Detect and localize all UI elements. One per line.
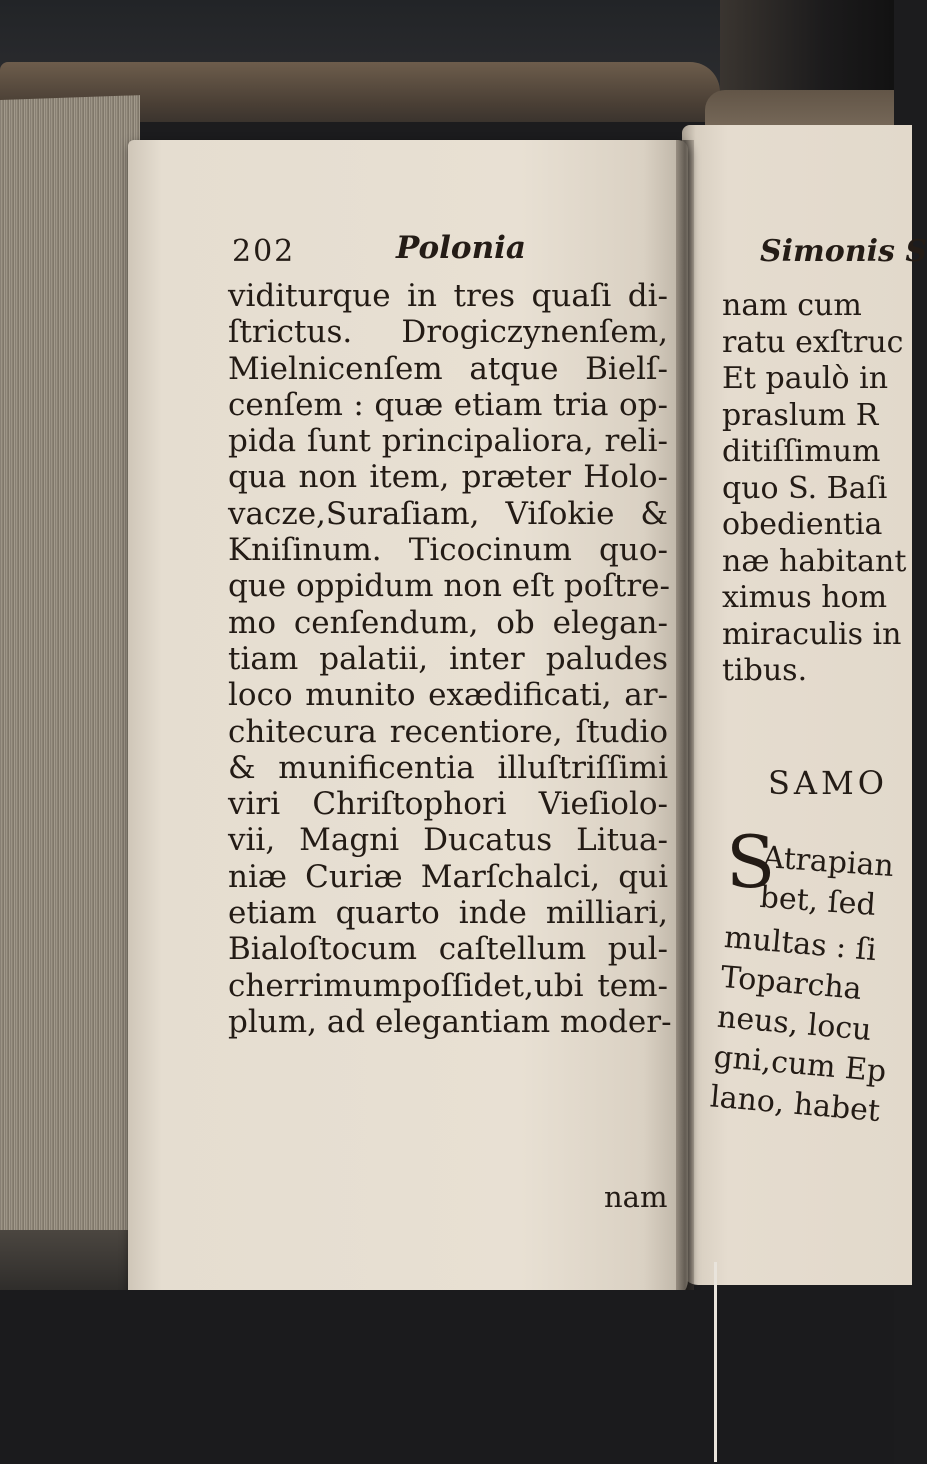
background-bottom xyxy=(0,1290,894,1464)
section-heading: SAMO xyxy=(768,764,889,802)
text-line: neus, locu xyxy=(715,999,873,1049)
book-gutter xyxy=(676,140,694,1290)
text-line: loco munito exædificati, ar- xyxy=(228,677,668,714)
text-line: vacze,Suraſiam, Viſokie & xyxy=(228,495,668,532)
text-line: mo cenſendum, ob elegan- xyxy=(228,604,668,641)
text-line: gni,cum Ep xyxy=(712,1039,888,1090)
bookmark-thread xyxy=(714,1262,717,1462)
text-line: Mielnicenſem atque Bielſ- xyxy=(228,350,668,387)
text-line: viditurque in tres quaſi di- xyxy=(228,278,668,314)
text-line: tiam palatii, inter paludes xyxy=(228,640,668,677)
running-title: Polonia xyxy=(396,230,527,266)
right-page-body xyxy=(722,288,906,690)
text-line: plum, ad elegantiam moder- xyxy=(228,1003,672,1040)
text-line: quo S. Baſi xyxy=(722,470,888,506)
text-line: praslum R xyxy=(722,397,879,433)
text-line: ditiſſimum xyxy=(722,434,881,469)
text-line: tibus. xyxy=(722,653,808,688)
text-line: Et paulò in xyxy=(722,361,889,396)
text-line: ximus hom xyxy=(722,580,888,615)
text-line: bet, ſed xyxy=(758,879,877,923)
left-page-body xyxy=(228,278,672,1040)
drop-cap: S xyxy=(726,820,776,904)
text-line: cenſem : quæ etiam tria op- xyxy=(228,386,668,423)
catchword: nam xyxy=(604,1180,668,1214)
text-line: lano, habet xyxy=(708,1079,882,1130)
text-line: niæ Curiæ Marſchalci, qui xyxy=(228,858,668,895)
text-line: multas : ſi xyxy=(722,919,878,969)
text-line: etiam quarto inde milliari, xyxy=(228,895,668,932)
text-line: ſtrictus. Drogiczynenſem, xyxy=(228,314,668,351)
text-line: miraculis in xyxy=(722,616,902,652)
text-line: qua non item, præter Holo- xyxy=(228,459,668,496)
section-text-a xyxy=(758,838,895,927)
text-line: chitecura recentiore, ſtudio xyxy=(228,713,668,750)
text-line: que oppidum non eſt poſtre- xyxy=(228,568,670,605)
text-line: pida ſunt principaliora, reli- xyxy=(228,423,668,460)
text-line: vii, Magni Ducatus Litua- xyxy=(228,822,668,859)
section-text-b xyxy=(709,918,899,1132)
text-line: viri Chriſtophori Vieſiolo- xyxy=(228,786,668,823)
page-number: 202 xyxy=(232,234,296,269)
text-line: ratu exſtruc xyxy=(722,324,904,360)
text-line: obedientia xyxy=(722,507,883,542)
text-line: nam cum xyxy=(722,288,862,323)
left-page-header xyxy=(232,228,672,276)
text-line: & munificentia illuſtriſſimi xyxy=(228,749,668,786)
text-line: Toparcha xyxy=(719,959,863,1008)
page-edges xyxy=(0,95,140,1290)
text-line: Kniſinum. Ticocinum quo- xyxy=(228,532,668,569)
text-line: cherrimumpoſſidet,ubi tem- xyxy=(228,967,668,1004)
text-line: næ habitant xyxy=(722,543,907,579)
text-line: Atrapian xyxy=(761,839,895,885)
right-running-title: Simonis S xyxy=(760,234,927,269)
text-line: Bialoſtocum caſtellum pul- xyxy=(228,931,668,968)
